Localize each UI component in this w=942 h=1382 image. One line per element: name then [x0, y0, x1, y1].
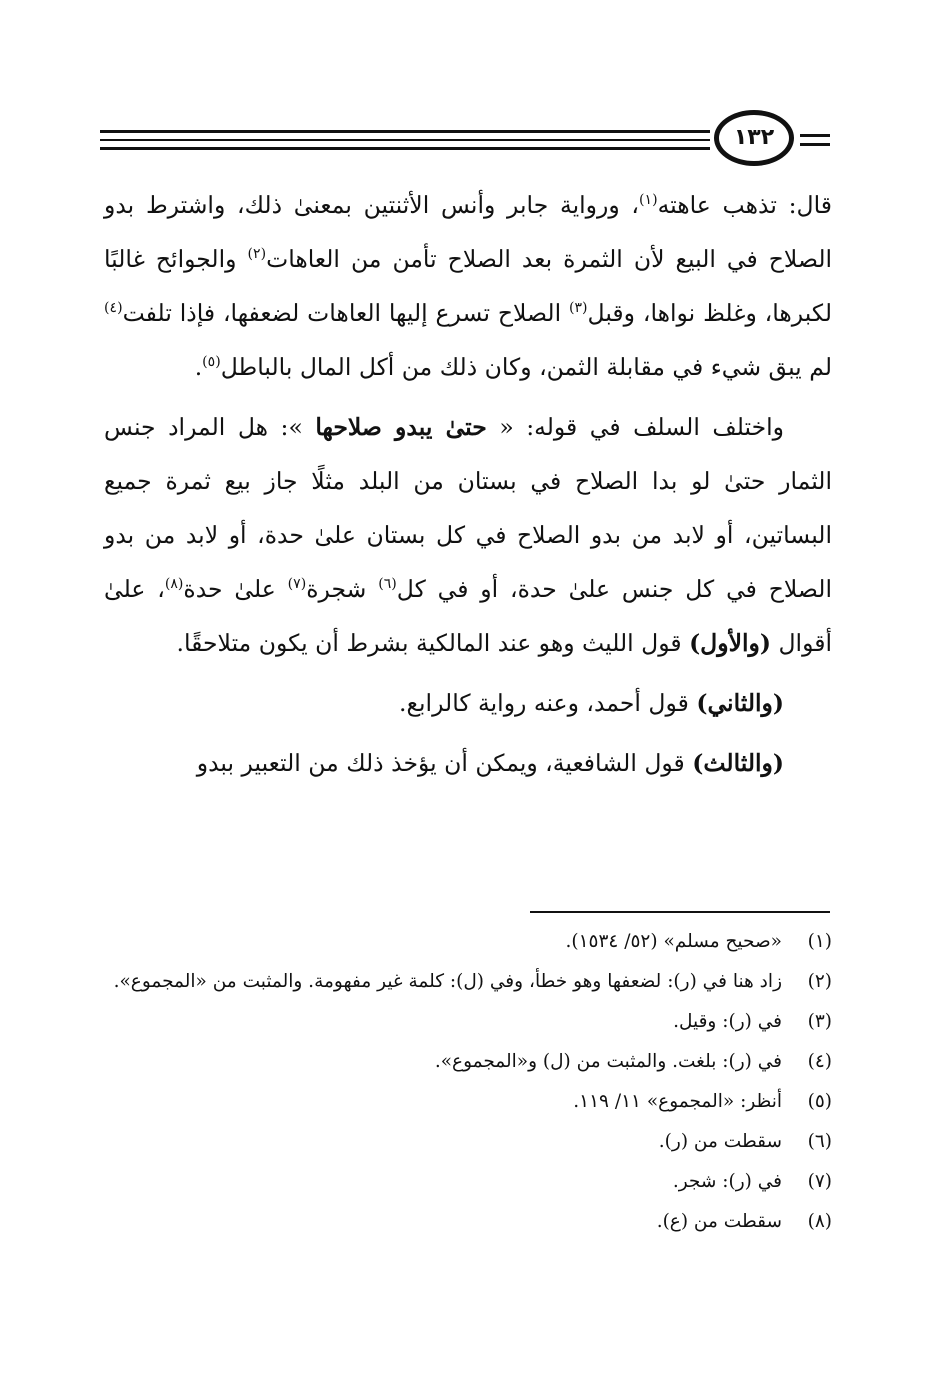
footnote-ref: (٤)	[104, 300, 123, 317]
footnote	[104, 962, 832, 1002]
footnote-separator	[530, 911, 830, 913]
text-run: .	[194, 353, 203, 381]
footnote-number: (٥)	[807, 1091, 832, 1112]
header-rule	[100, 147, 710, 150]
footnote	[104, 1082, 832, 1122]
footnote	[104, 1122, 832, 1162]
header-rule	[800, 134, 830, 137]
page-number-badge	[714, 110, 794, 166]
footnote-text: زاد هنا في (ر): لضعفها وهو خطأ، وفي (ل): كلمة غير مفهومة. والمثبت من «المجموع».	[113, 971, 782, 992]
text-run: ، علىٰ أقوال	[104, 575, 832, 657]
main-text	[104, 178, 832, 796]
footnote-number: (٨)	[807, 1211, 832, 1232]
text-run: قول أحمد، وعنه رواية كالرابع.	[399, 689, 697, 717]
text-run: قال: تذهب عاهته	[657, 191, 832, 219]
bold-text: حتىٰ يبدو صلاحها	[315, 413, 487, 441]
body-paragraph	[104, 178, 832, 394]
header-rule	[800, 143, 830, 146]
text-run: الصلاح تسرع إليها العاهات لضعفها، فإذا تلفت	[122, 299, 569, 327]
page-number: ١٣٢	[733, 125, 775, 150]
footnote-number: (٤)	[807, 1051, 832, 1072]
footnote-text: أنظر: «المجموع» ١١/ ١١٩.	[573, 1091, 782, 1112]
footnote	[104, 1202, 832, 1242]
footnote	[104, 922, 832, 962]
footnote-text: سقطت من (ع).	[656, 1211, 782, 1232]
footnote	[104, 1002, 832, 1042]
footnote-number: (٦)	[807, 1131, 832, 1152]
text-run: واختلف السلف في قوله: «	[486, 413, 784, 441]
header-rule	[100, 130, 710, 133]
footnote	[104, 1162, 832, 1202]
footnote-number: (٣)	[807, 1011, 832, 1032]
body-paragraph	[104, 736, 832, 790]
bold-text: (والأول)	[689, 629, 772, 657]
footnote-ref: (٢)	[247, 246, 267, 263]
text-run: ، ورواية جابر وأنس الأثنتين بمعنىٰ ذلك، واشترط بدو الصلاح في البيع لأن الثمرة بعد الصلاح تأمن من العاهات	[104, 191, 833, 273]
bold-text: (والثاني)	[696, 689, 784, 717]
footnote-text: في (ر): بلغت. والمثبت من (ل) و«المجموع».	[434, 1051, 782, 1072]
footnote-text: في (ر): وقيل.	[673, 1011, 782, 1032]
body-paragraph	[104, 400, 832, 670]
footnote-text: في (ر): شجر.	[672, 1171, 782, 1192]
text-run: قول الليث وهو عند المالكية بشرط أن يكون متلاحقًا.	[176, 629, 690, 657]
footnote-ref: (٦)	[378, 576, 397, 593]
text-run: قول الشافعية، ويمكن أن يؤخذ ذلك من التعبير ببدو	[196, 749, 693, 777]
text-run: لم يبق شيء في مقابلة الثمن، وكان ذلك من أكل المال بالباطل	[220, 353, 832, 381]
footnote-text: سقطت من (ر).	[658, 1131, 782, 1152]
page-header	[100, 112, 830, 172]
footnote-ref: (٣)	[568, 300, 588, 317]
body-paragraph	[104, 676, 832, 730]
footnote-number: (١)	[807, 931, 832, 952]
text-run: »: هل المراد جنس الثمار حتىٰ لو بدا الصلاح في بستان من البلد مثلًا جاز بيع ثمرة جميع البساتين، أو لابد من بدو الصلاح في كل بستان علىٰ حدة، أو لابد من بدو الصلاح في كل جنس علىٰ حدة، أو في كل	[104, 413, 832, 603]
footnote	[104, 1042, 832, 1082]
header-rule	[100, 139, 710, 141]
text-run: والجوائح غالبًا لكبرها، وغلظ نواها، وقبل	[104, 245, 832, 327]
footnote-number: (٢)	[807, 971, 832, 992]
footnotes	[104, 922, 832, 1242]
text-run: علىٰ حدة	[183, 575, 288, 603]
text-run: شجرة	[306, 575, 379, 603]
footnote-ref: (٧)	[287, 576, 307, 593]
footnote-text: «صحيح مسلم» (٥٢/ ١٥٣٤).	[565, 931, 782, 952]
bold-text: (والثالث)	[692, 749, 784, 777]
footnote-number: (٧)	[807, 1171, 832, 1192]
footnote-ref: (١)	[638, 192, 658, 209]
footnote-ref: (٨)	[164, 576, 184, 593]
footnote-ref: (٥)	[202, 354, 221, 371]
